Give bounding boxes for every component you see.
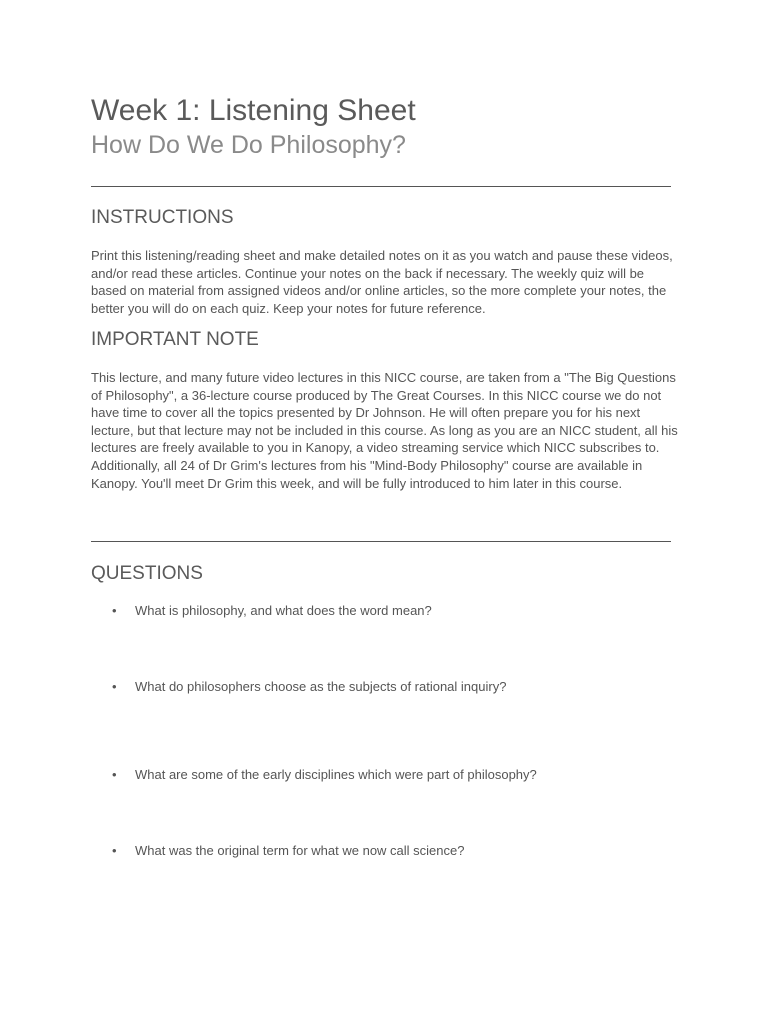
question-text: What are some of the early disciplines which were part of philosophy? xyxy=(135,767,537,782)
page-subtitle: How Do We Do Philosophy? xyxy=(91,131,406,159)
bullet-icon: • xyxy=(112,767,117,782)
instructions-heading: INSTRUCTIONS xyxy=(91,207,234,228)
bullet-icon: • xyxy=(112,603,117,618)
questions-heading: QUESTIONS xyxy=(91,563,203,584)
question-text: What was the original term for what we now call science? xyxy=(135,843,465,858)
page-title: Week 1: Listening Sheet xyxy=(91,94,416,127)
bullet-icon: • xyxy=(112,679,117,694)
divider-top xyxy=(91,186,671,187)
question-text: What do philosophers choose as the subjects of rational inquiry? xyxy=(135,679,507,694)
instructions-paragraph: Print this listening/reading sheet and make detailed notes on it as you watch and pause these videos, and/or read these articles. Continue your notes on the back if necessary. The weekly quiz will be based on material from assigned videos and/or online articles, so the more complete your notes, the better you will do on each quiz. Keep your notes for future reference. xyxy=(91,248,673,316)
question-text: What is philosophy, and what does the word mean? xyxy=(135,603,432,618)
bullet-icon: • xyxy=(112,843,117,858)
important-note-heading: IMPORTANT NOTE xyxy=(91,329,259,350)
important-note-paragraph: This lecture, and many future video lectures in this NICC course, are taken from a "The Big Questions of Philosophy", a 36-lecture course produced by The Great Courses. In this NICC course we do not have time to cover all the topics presented by Dr Johnson. He will often prepare you for his next lecture, but that lecture may not be included in this course. As long as you are an NICC student, all his lectures are freely available to you in Kanopy, a video streaming service which NICC subscribes to. Additionally, all 24 of Dr Grim's lectures from his "Mind-Body Philosophy" course are available in Kanopy. You'll meet Dr Grim this week, and will be fully introduced to him later in this course. xyxy=(91,370,678,491)
divider-middle xyxy=(91,541,671,542)
